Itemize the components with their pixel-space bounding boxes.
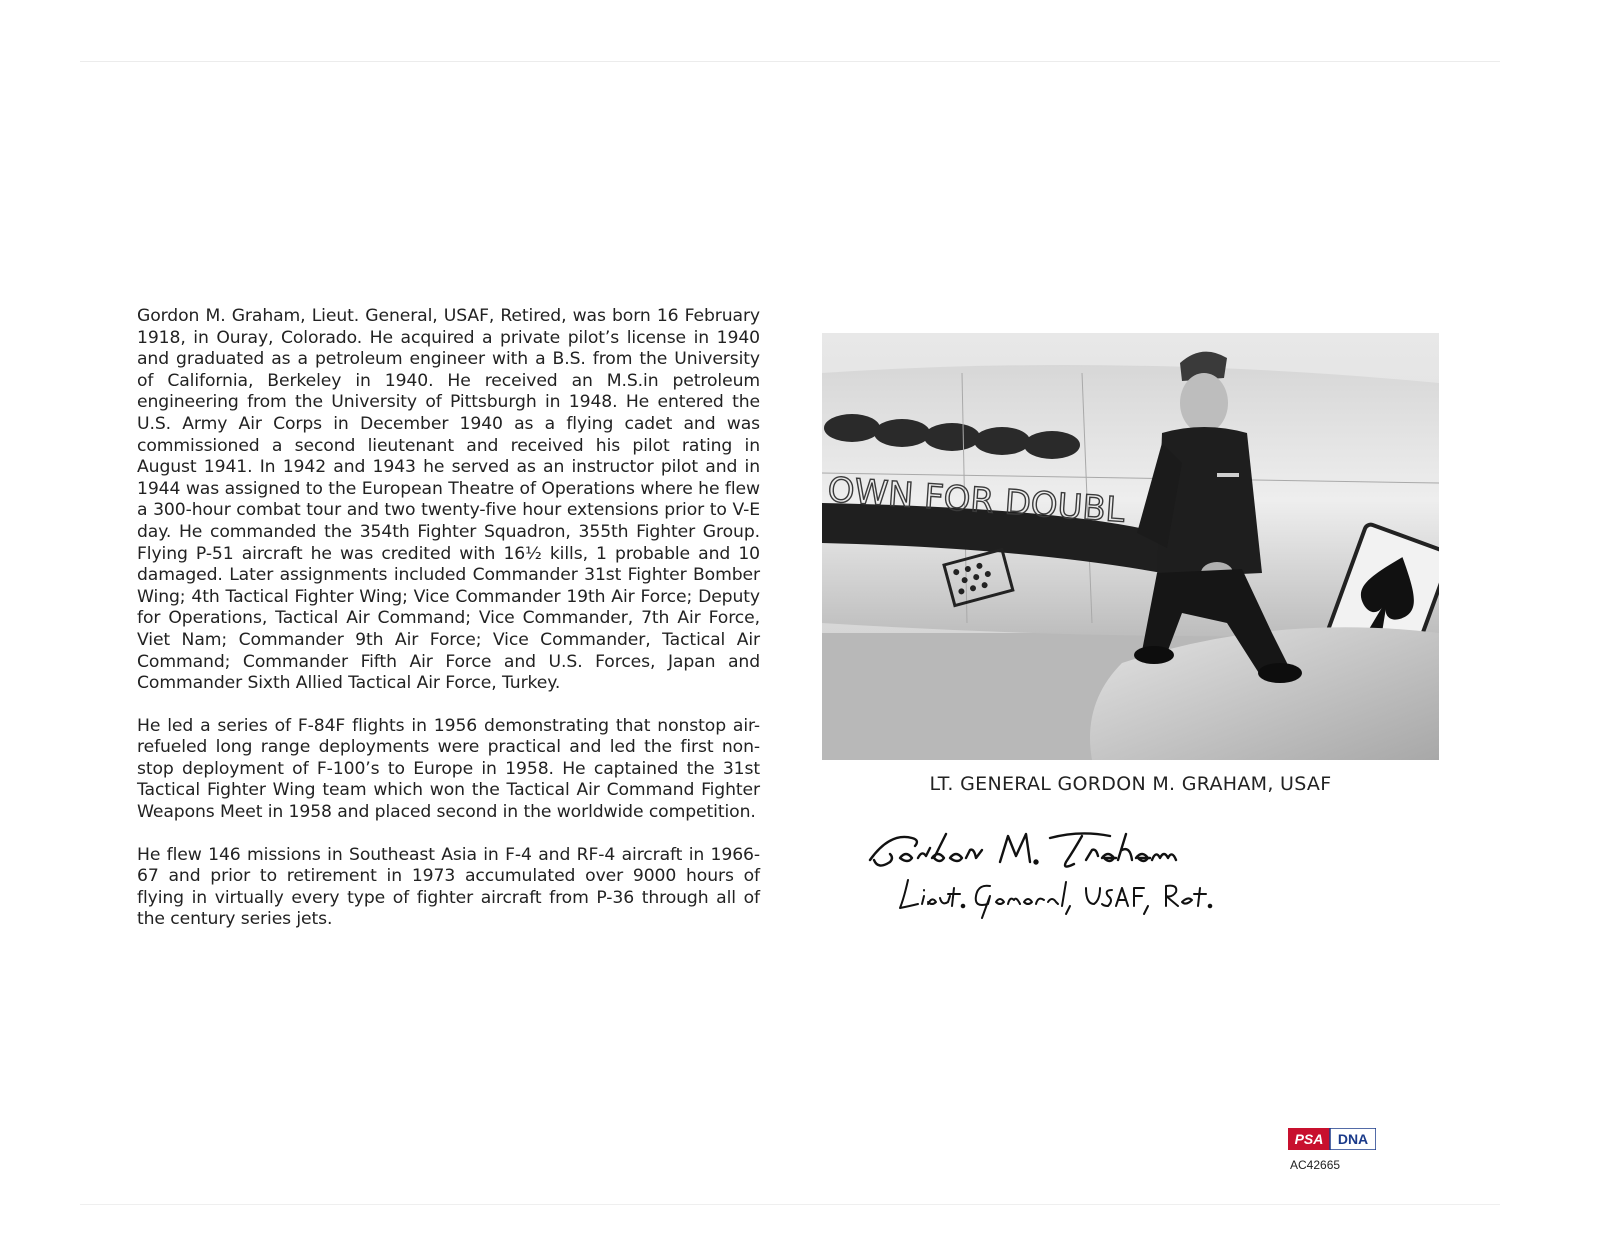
svg-text:PSA: PSA <box>1294 1131 1324 1147</box>
certification-number: AC42665 <box>1290 1158 1341 1172</box>
signature-drawing <box>860 820 1240 920</box>
sheet-edge-top <box>80 61 1500 62</box>
photo-caption: LT. GENERAL GORDON M. GRAHAM, USAF <box>929 773 1332 795</box>
sheet-edge-bottom <box>80 1204 1500 1205</box>
handwritten-signature <box>860 820 1240 920</box>
nose-art-text: OWN FOR DOUBL <box>826 470 1126 531</box>
psa-dna-logo <box>1288 1128 1376 1150</box>
pilot-photo <box>822 333 1439 760</box>
bio-paragraph: He led a series of F-84F flights in 1956 demonstrating that nonstop air-refueled long range deployments were practical and led the first non-stop deployment of F-100’s to Europe in 1958. He captained the 31st Tactical Fighter Wing team which won the Tactical Air Command Fighter Weapons Meet in 1958 and placed second in the worldwide competition. <box>137 715 760 823</box>
biography-text <box>137 306 760 952</box>
svg-text:DNA: DNA <box>1337 1131 1369 1147</box>
pilot-aircraft-illustration <box>822 333 1439 760</box>
bio-paragraph: Gordon M. Graham, Lieut. General, USAF, Retired, was born 16 February 1918, in Ouray, Colorado. He acquired a private pilot’s license in 1940 and graduated as a petroleum engineer with a B.S. from the University of California, Berkeley in 1940. He received an M.S.in petroleum engineering from the University of Pittsburgh in 1948. He entered the U.S. Army Air Corps in December 1940 as a flying cadet and was commissioned a second lieutenant and received his pilot rating in August 1941. In 1942 and 1943 he served as an instructor pilot and in 1944 was assigned to the European Theatre of Operations where he flew a 300-hour combat tour and two twenty-five hour extensions prior to V-E day. He commanded the 354th Fighter Squadron, 355th Fighter Group. Flying P-51 aircraft he was credited with 16½ kills, 1 probable and 10 damaged. Later assignments included Commander 31st Fighter Bomber Wing; 4th Tactical Fighter Wing; Vice Commander 19th Air Force; Deputy for Operations, Tactical Air Command; Vice Commander, 7th Air Force, Viet Nam; Commander 9th Air Force; Vice Commander, Tactical Air Command; Commander Fifth Air Force and U.S. Forces, Japan and Commander Sixth Allied Tactical Air Force, Turkey. <box>137 306 760 694</box>
bio-paragraph: He flew 146 missions in Southeast Asia in F-4 and RF-4 aircraft in 1966-67 and prior to retirement in 1973 accumulated over 9000 hours of flying in virtually every type of fighter aircraft from P-36 through all of the century series jets. <box>137 844 760 930</box>
psa-dna-logo-drawing <box>1288 1128 1376 1150</box>
